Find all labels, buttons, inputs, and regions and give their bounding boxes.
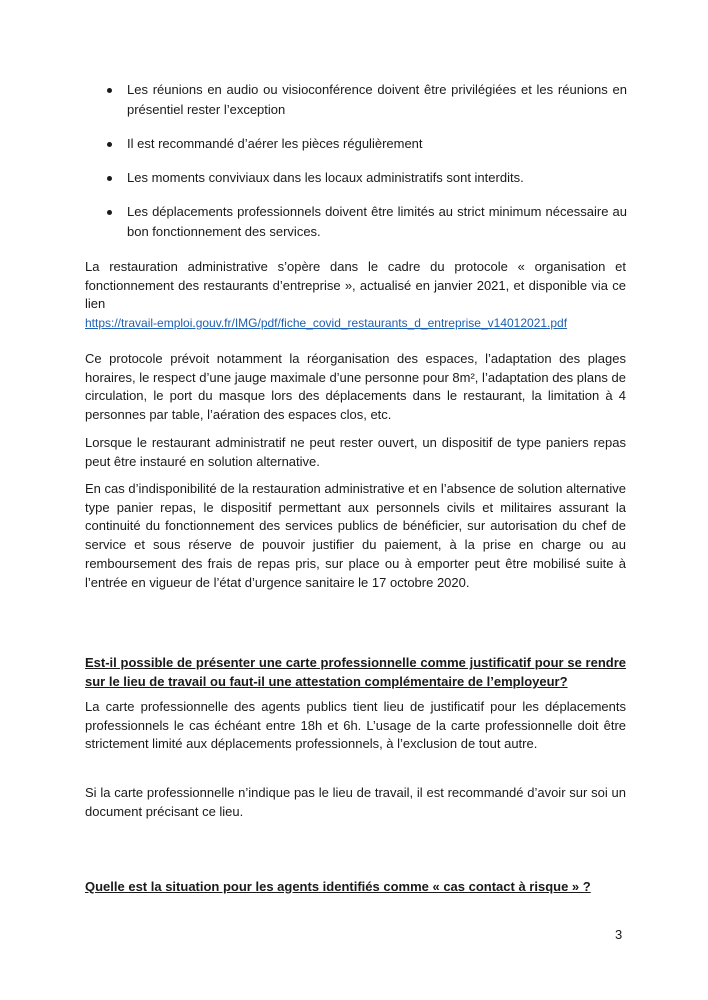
protocol-link[interactable]: https://travail-emploi.gouv.fr/IMG/pdf/fiche_covid_restaurants_d_entreprise_v14012021.pdf [85,316,568,331]
paragraph-restauration-text: La restauration administrative s’opère dans le cadre du protocole « organisation et fonctionnement des restaurants d’entreprise », actualisé en janvier 2021, et disponible via ce lien [85,259,626,312]
paragraph-carte: La carte professionnelle des agents publics tient lieu de justificatif pour les déplacements professionnels le cas échéant entre 18h et 6h. L’usage de la carte professionnelle doit être strictement limité aux déplacements professionnels, à l’exclusion de tout autre. [85,699,626,752]
bullet-text: Il est recommandé d’aérer les pièces régulièrement [127,136,423,151]
bullet-dot-icon [107,88,112,93]
paragraph-restauration [85,258,626,333]
bullet-item [107,134,627,154]
paragraph-indisponibilite: En cas d’indisponibilité de la restauration administrative et en l’absence de solution alternative type panier repas, le dispositif permettant aux personnels civils et militaires assurant la continuité du fonctionnement des services publics de bénéficier, sur autorisation du chef de service et sous réserve de pouvoir justifier du paiement, à la prise en charge ou au remboursement des frais de repas pris, sur place ou à emporter peut être mobilisé suite à l’entrée en vigueur de l’état d’urgence sanitaire le 17 octobre 2020. [85,481,626,590]
bullet-dot-icon [107,176,112,181]
bullet-list [107,80,627,256]
bullet-dot-icon [107,210,112,215]
question-carte-heading: Est-il possible de présenter une carte professionnelle comme justificatif pour se rendre sur le lieu de travail ou faut-il une attestation complémentaire de l’employeur? [85,655,626,689]
paragraph-protocole: Ce protocole prévoit notamment la réorganisation des espaces, l’adaptation des plages horaires, le respect d’une jauge maximale d’une personne pour 8m², l’adaptation des plans de circulation, le port du masque lors des déplacements dans le restaurant, la limitation à 4 personnes par table, l’aération des espaces clos, etc. [85,351,626,423]
paragraph-lieu: Si la carte professionnelle n’indique pas le lieu de travail, il est recommandé d’avoir sur soi un document précisant ce lieu. [85,785,626,819]
bullet-text: Les réunions en audio ou visioconférence doivent être privilégiées et les réunions en présentiel rester l’exception [127,82,627,117]
bullet-item [107,80,627,120]
bullet-dot-icon [107,142,112,147]
page-number: 3 [615,927,623,942]
bullet-text: Les moments conviviaux dans les locaux administratifs sont interdits. [127,170,524,185]
bullet-item [107,168,627,188]
paragraph-paniers: Lorsque le restaurant administratif ne peut rester ouvert, un dispositif de type paniers repas peut être instauré en solution alternative. [85,435,626,469]
bullet-item [107,202,627,242]
bullet-text: Les déplacements professionnels doivent être limités au strict minimum nécessaire au bon fonctionnement des services. [127,204,627,239]
question-cas-contact-heading: Quelle est la situation pour les agents identifiés comme « cas contact à risque » ? [85,879,591,894]
